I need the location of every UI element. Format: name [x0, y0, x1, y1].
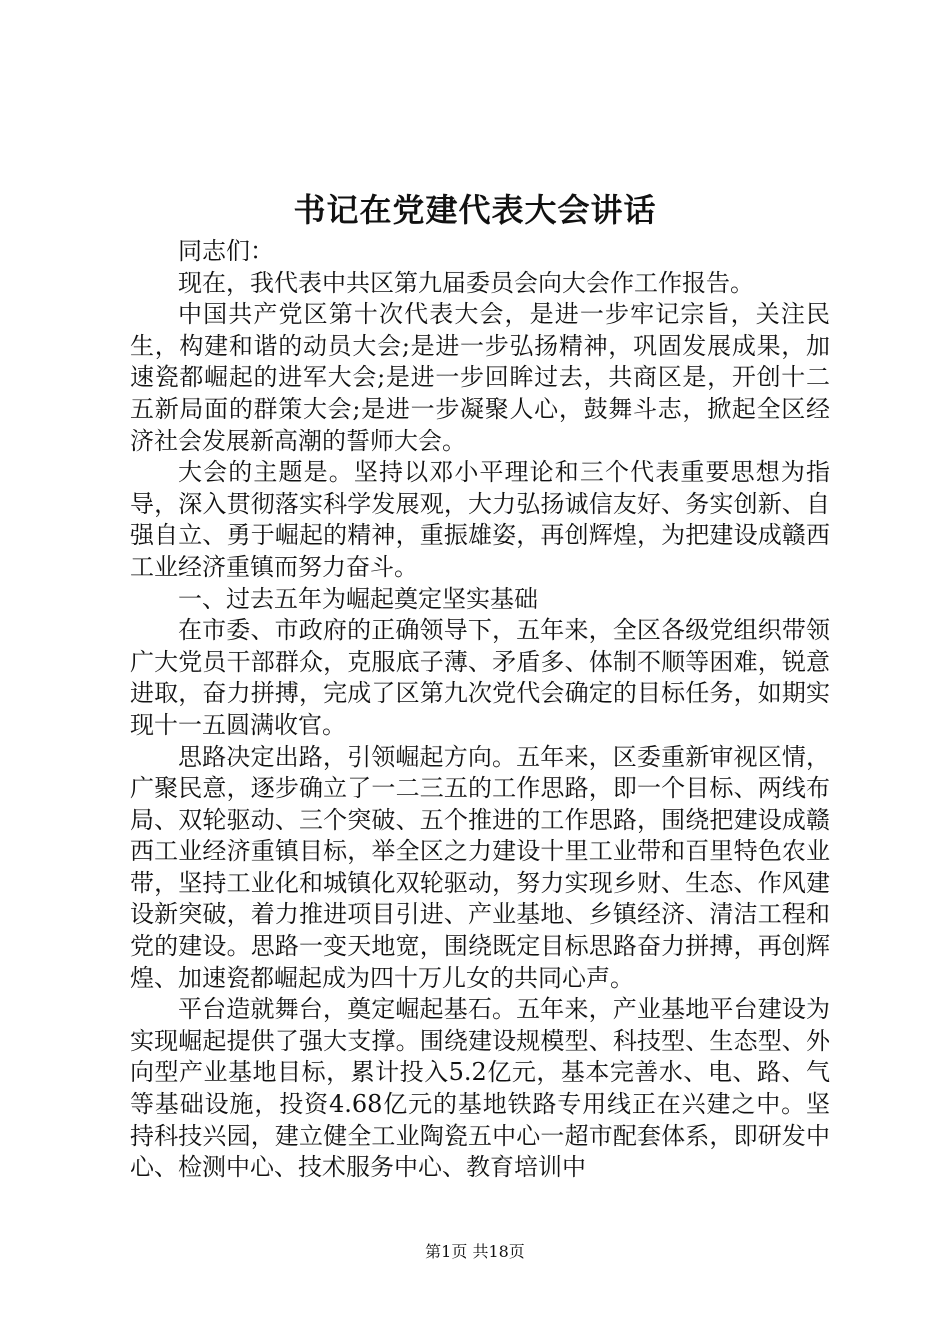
paragraph-strategy: 思路决定出路，引领崛起方向。五年来，区委重新审视区情，广聚民意，逐步确立了一二三五的工作思路，即一个目标、两线布局、双轮驱动、三个突破、五个推进的工作思路，围绕把建设成赣西工业经济重镇目标，举全区之力建设十里工业带和百里特色农业带，坚持工业化和城镇化双轮驱动，努力实现乡财、生态、作风建设新突破，着力推进项目引进、产业基地、乡镇经济、清洁工程和党的建设。思路一变天地宽，围绕既定目标思路奋力拼搏，再创辉煌、加速瓷都崛起成为四十万儿女的共同心声。 [130, 742, 830, 992]
page-title: 书记在党建代表大会讲话 [293, 191, 657, 229]
paragraph-salutation: 同志们： [178, 237, 274, 265]
paragraph-leadership: 在市委、市政府的正确领导下，五年来，全区各级党组织带领广大党员干部群众，克服底子薄、矛盾多、体制不顺等困难，锐意进取，奋力拼搏，完成了区第九次党代会确定的目标任务，如期实现十一五圆满收官。 [130, 616, 830, 739]
page-footer: 第1页 共18页 [425, 1242, 525, 1261]
paragraph-platform: 平台造就舞台，奠定崛起基石。五年来，产业基地平台建设为实现崛起提供了强大支撑。围绕建设规模型、科技型、生态型、外向型产业基地目标，累计投入5.2亿元，基本完善水、电、路、气等基础设施，投资4.68亿元的基地铁路专用线正在兴建之中。坚持科技兴园，建立健全工业陶瓷五中心一超市配套体系，即研发中心、检测中心、技术服务中心、教育培训中 [130, 995, 830, 1182]
paragraph-theme: 大会的主题是。坚持以邓小平理论和三个代表重要思想为指导，深入贯彻落实科学发展观，大力弘扬诚信友好、务实创新、自强自立、勇于崛起的精神，重振雄姿，再创辉煌，为把建设成赣西工业经济重镇而努力奋斗。 [130, 458, 830, 581]
document-body [130, 236, 830, 1184]
paragraph-congress: 中国共产党区第十次代表大会，是进一步牢记宗旨，关注民生，构建和谐的动员大会;是进一步弘扬精神，巩固发展成果，加速瓷都崛起的进军大会;是进一步回眸过去，共商区是，开创十二五新局面的群策大会;是进一步凝聚人心，鼓舞斗志，掀起全区经济社会发展新高潮的誓师大会。 [130, 300, 830, 455]
section-heading: 一、过去五年为崛起奠定坚实基础 [178, 584, 538, 613]
paragraph-opening: 现在，我代表中共区第九届委员会向大会作工作报告。 [178, 268, 754, 297]
